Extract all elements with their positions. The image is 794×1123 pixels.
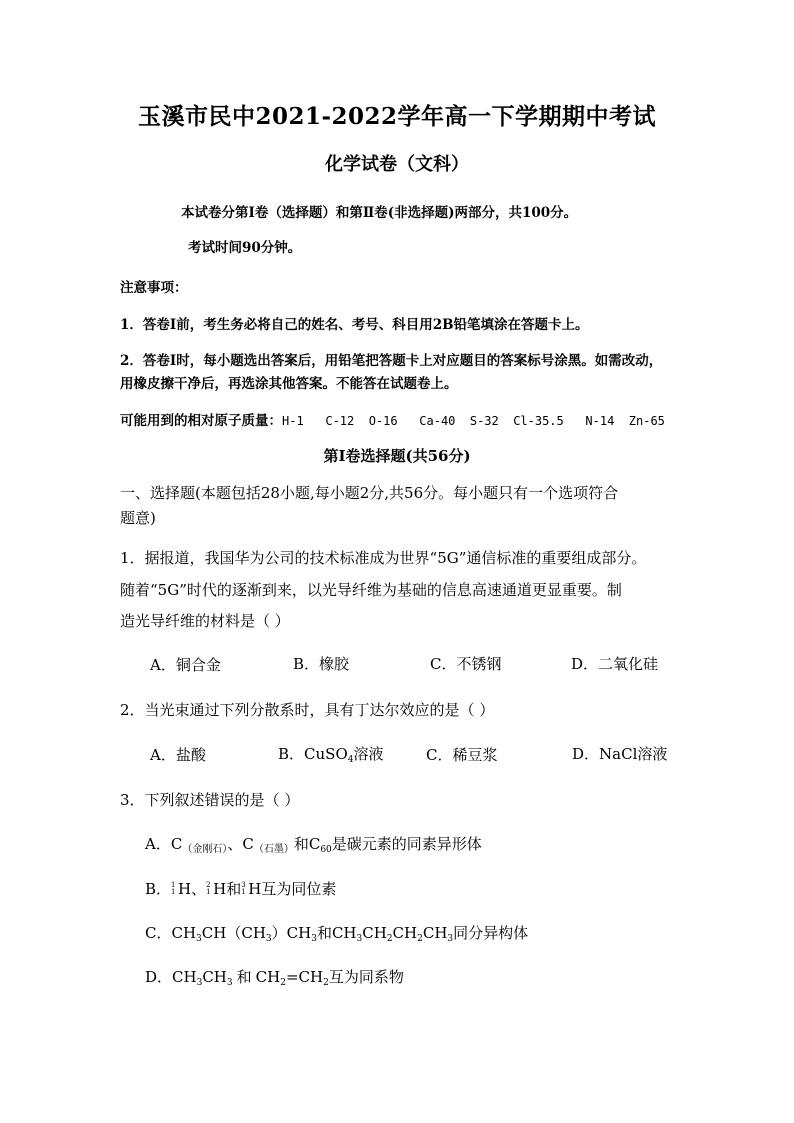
q3-c-f1: CH xyxy=(171,924,197,942)
q3-c-f2b-sub: 2 xyxy=(386,934,393,944)
q3-a-sep: 、 xyxy=(227,835,243,853)
q3-c-and: 和 xyxy=(316,924,332,942)
q3-d-f1b: CH xyxy=(202,968,227,986)
atomic-mass-values: H-1 C-12 O-16 Ca-40 S-32 Cl-35.5 N-14 Zn-65 xyxy=(282,414,665,428)
section-1-heading: 第Ⅰ卷选择题(共56分) xyxy=(323,447,471,465)
q3-a-and: 和 xyxy=(293,835,309,853)
q3-b-h2: H xyxy=(213,880,227,898)
atomic-mass-label: 可能用到的相对原子质量： xyxy=(120,413,282,429)
notes-heading: 注意事项： xyxy=(120,280,188,296)
q1-option-c: C．不锈钢 xyxy=(430,655,502,673)
q1-option-b: B．橡胶 xyxy=(293,655,350,673)
q1-option-a: A．铜合金 xyxy=(150,656,221,674)
q3-c-prefix: C． xyxy=(145,924,172,942)
q1-line-1: 1．据报道，我国华为公司的技术标准成为世界“5G”通信标准的重要组成部分。 xyxy=(120,549,647,567)
q2-stem: 2．当光束通过下列分散系时，具有丁达尔效应的是（ ） xyxy=(120,701,495,719)
q2-option-d-suffix: 溶液 xyxy=(637,745,668,763)
q2-option-b xyxy=(278,743,384,764)
q3-a-c1: C xyxy=(170,835,183,853)
q2-option-d-prefix: D． xyxy=(572,745,600,763)
q3-d-prefix: D． xyxy=(145,968,173,986)
q3-c-f2d-sub: 3 xyxy=(447,934,454,944)
q3-d-f2b-sub: 2 xyxy=(323,978,329,988)
q3-option-b xyxy=(145,878,336,899)
q3-d-f2a-sub: 2 xyxy=(280,978,286,988)
q3-d-and: 和 xyxy=(236,968,252,986)
q2-option-b-suffix: 溶液 xyxy=(353,745,384,763)
note-item-2-line-1: 2．答卷Ⅰ时，每小题选出答案后，用铅笔把答题卡上对应题目的答案标号涂黑。如需改动， xyxy=(120,353,663,369)
q3-b-prefix: B． xyxy=(145,880,172,898)
q2-option-d xyxy=(572,743,667,764)
q3-c-f2a: CH xyxy=(331,924,357,942)
note-item-1: 1．答卷Ⅰ前，考生务必将自己的姓名、考号、科目用2B铅笔填涂在答题卡上。 xyxy=(120,317,589,333)
q3-b-suffix: 互为同位素 xyxy=(261,880,337,898)
q3-option-d xyxy=(145,966,404,987)
section-1-instruction-line-2: 题意) xyxy=(120,509,156,527)
q3-b-h3: H xyxy=(248,880,262,898)
intro-line-1: 本试卷分第Ⅰ卷（选择题）和第Ⅱ卷(非选择题)两部分，共100分。 xyxy=(181,205,578,221)
q3-d-f2a: CH xyxy=(255,968,281,986)
q3-a-c2: C xyxy=(242,835,254,853)
q3-option-a xyxy=(145,833,482,855)
q3-d-f1a-sub: 3 xyxy=(196,978,203,988)
q3-d-suffix: 互为同系物 xyxy=(328,968,404,986)
q3-a-c60-sub: 60 xyxy=(320,845,332,855)
q3-b-h1-isotope: 1 1 xyxy=(171,881,176,896)
q3-c-f1-sub: 3 xyxy=(196,934,202,944)
q3-c-f1b-sub: 3 xyxy=(265,934,272,944)
q2-option-b-subscript: 4 xyxy=(347,755,354,765)
q3-c-f2c: CH xyxy=(392,924,418,942)
page-title: 玉溪市民中2021-2022学年高一下学期期中考试 xyxy=(137,103,657,130)
q3-b-h2-isotope: 2 1 xyxy=(206,881,211,896)
q3-a-suffix: 是碳元素的同素异形体 xyxy=(331,835,482,853)
q2-option-a: A．盐酸 xyxy=(150,746,206,764)
q2-option-b-formula: CuSO xyxy=(304,745,348,763)
q3-c-f1c-sub: 3 xyxy=(311,934,317,944)
section-1-instruction-line-1: 一、选择题(本题包括28小题,每小题2分,共56分。每小题只有一个选项符合 xyxy=(120,484,619,502)
q3-b-and: 和 xyxy=(226,880,242,898)
page-subtitle: 化学试卷（文科） xyxy=(325,154,469,175)
q3-b-h3-isotope: 3 1 xyxy=(241,881,246,896)
intro-line-2: 考试时间90分钟。 xyxy=(188,240,302,256)
q1-line-2: 随着“5G”时代的逐渐到来，以光导纤维为基础的信息高速通道更显重要。制 xyxy=(120,581,622,599)
q3-c-suffix: 同分异构体 xyxy=(453,924,529,942)
q3-option-c xyxy=(145,922,528,943)
q3-a-c60: C xyxy=(308,835,321,853)
q3-c-f2d: CH xyxy=(422,924,448,942)
q3-a-prefix: A． xyxy=(145,835,171,853)
q3-c-f1b: CH（CH xyxy=(201,924,266,942)
q2-option-c: C．稀豆浆 xyxy=(426,746,498,764)
q1-option-d: D．二氧化硅 xyxy=(571,655,659,673)
q3-d-f1a: CH xyxy=(172,968,197,986)
q3-c-f1c: ）CH xyxy=(271,924,312,942)
q2-option-d-formula: NaCl xyxy=(599,745,638,763)
note-item-2-line-2: 用橡皮擦干净后，再选涂其他答案。不能答在试题卷上。 xyxy=(120,376,458,392)
q3-a-c1-sub: （金刚石） xyxy=(182,844,228,855)
q3-a-c2-sub: （石墨） xyxy=(253,844,294,855)
q3-d-f2b: =CH xyxy=(285,968,324,986)
q1-line-3: 造光导纤维的材料是（ ） xyxy=(120,612,290,630)
q3-c-f2b: CH xyxy=(362,924,387,942)
atomic-mass-line xyxy=(120,409,665,429)
q2-option-b-prefix: B． xyxy=(278,745,305,763)
q3-b-sep: 、 xyxy=(191,880,207,898)
q3-b-h1: H xyxy=(178,880,192,898)
q3-c-f2c-sub: 2 xyxy=(417,934,423,944)
q3-d-f1b-sub: 3 xyxy=(226,978,233,988)
q3-stem: 3．下列叙述错误的是（ ） xyxy=(120,791,300,809)
q3-c-f2a-sub: 3 xyxy=(356,934,363,944)
